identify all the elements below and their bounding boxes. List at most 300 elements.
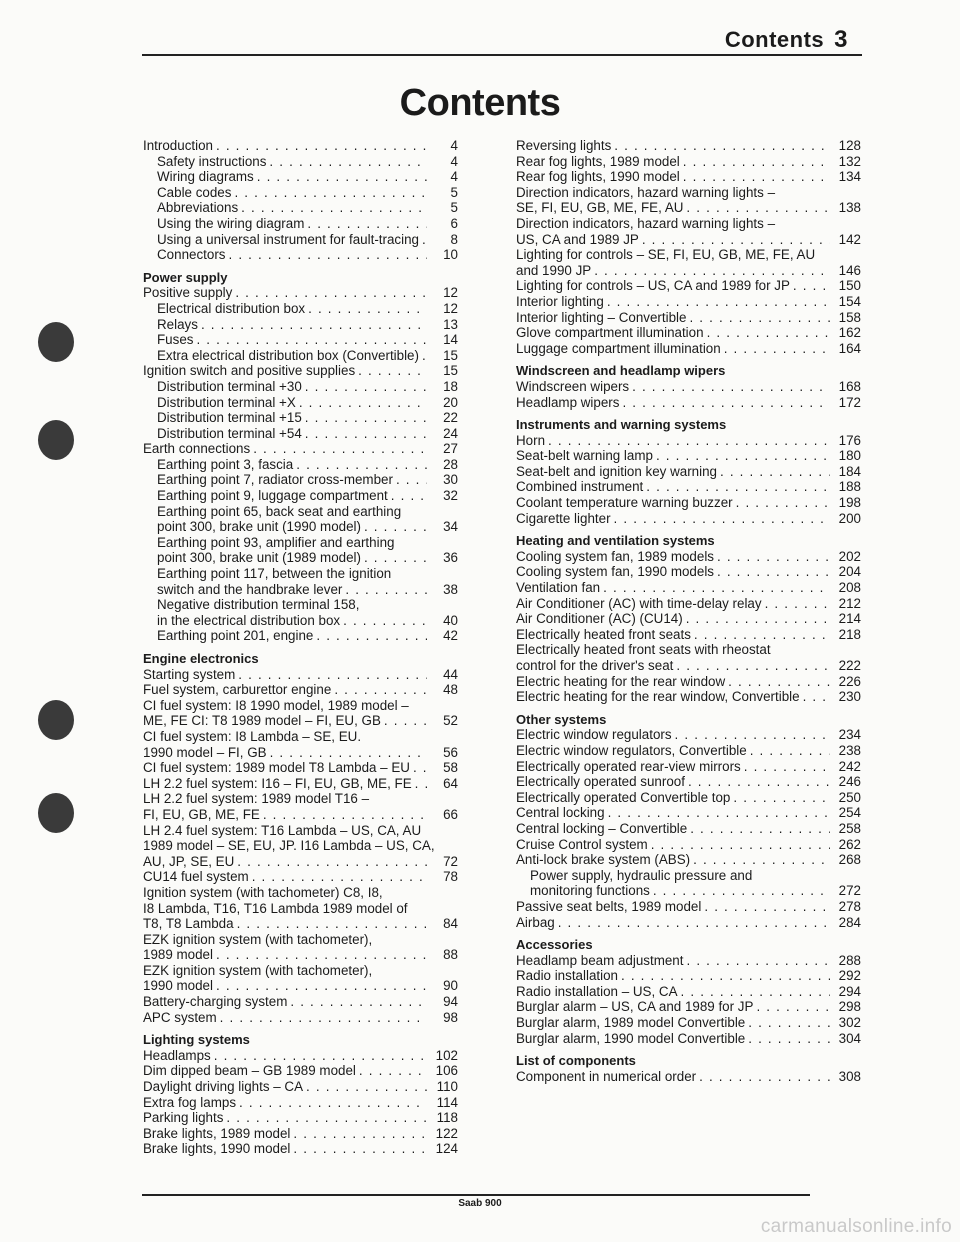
- toc-entry-line: Earthing point 65, back seat and earthing: [157, 503, 402, 519]
- toc-entry: [516, 774, 861, 790]
- toc-entry-title: Extra fog lamps: [143, 1094, 237, 1110]
- toc-entry-title: Electrical distribution box: [157, 300, 306, 316]
- toc-entry-title: Central locking: [516, 805, 605, 821]
- dot-leader: [306, 1079, 427, 1095]
- dot-leader: [694, 627, 830, 643]
- toc-page-number: 258: [838, 820, 861, 836]
- dot-leader: [299, 395, 427, 411]
- toc-entry-title: ME, FE CI: T8 1989 model – FI, EU, GB: [143, 713, 381, 729]
- toc-entry-title: point 300, brake unit (1989 model): [157, 550, 361, 566]
- footer-rule: [142, 1194, 810, 1196]
- toc-entry: [143, 472, 458, 488]
- running-header: [725, 26, 848, 54]
- toc-page-number: 184: [838, 463, 861, 479]
- toc-entry-title: Burglar alarm – US, CA and 1989 for JP: [516, 999, 754, 1015]
- toc-entry-title: Using a universal instrument for fault-tracing: [157, 231, 419, 247]
- toc-page-number: 234: [838, 727, 861, 743]
- toc-entry: [516, 790, 861, 806]
- toc-entry: [516, 984, 861, 1000]
- toc-entry-line: EZK ignition system (with tachometer),: [143, 931, 373, 947]
- dot-leader: [686, 953, 830, 969]
- toc-entry: [143, 776, 458, 792]
- toc-entry: [516, 821, 861, 837]
- dot-leader: [717, 549, 830, 565]
- toc-entry: [516, 395, 861, 411]
- toc-entry-title: Distribution terminal +54: [157, 425, 302, 441]
- toc-entry: [516, 999, 861, 1015]
- toc-entry: [143, 916, 458, 932]
- toc-entry: [143, 1079, 458, 1095]
- toc-entry-title: Anti-lock brake system (ABS): [516, 852, 691, 868]
- footer-text: Saab 900: [458, 1198, 502, 1209]
- dot-leader: [603, 580, 830, 596]
- dot-leader: [793, 278, 830, 294]
- toc-page-number: 56: [443, 744, 458, 760]
- dot-leader: [607, 294, 830, 310]
- toc-entry-title: Windscreen wipers: [516, 378, 630, 394]
- toc-entry-title: Air Conditioner (AC) (CU14): [516, 611, 683, 627]
- toc-entry-line: Earthing point 117, between the ignition: [157, 566, 392, 582]
- section-heading: Instruments and warning systems: [516, 417, 727, 433]
- dot-leader: [614, 511, 830, 527]
- dot-leader: [750, 743, 830, 759]
- toc-entry: [143, 1126, 458, 1142]
- toc-page-number: 12: [443, 285, 458, 301]
- toc-entry-title: Electric window regulators, Convertible: [516, 742, 747, 758]
- toc-entry-title: Rear fog lights, 1990 model: [516, 169, 680, 185]
- toc-page-number: 42: [443, 628, 458, 644]
- toc-entry: [143, 745, 458, 761]
- toc-entry-title: Positive supply: [143, 285, 233, 301]
- toc-entry: [516, 1015, 861, 1031]
- toc-page-number: 250: [838, 789, 861, 805]
- toc-page-number: 212: [838, 595, 861, 611]
- toc-entry: [516, 154, 861, 170]
- dot-leader: [305, 426, 427, 442]
- toc-page-number: 40: [443, 612, 458, 628]
- toc-entry-title: Luggage compartment illumination: [516, 340, 721, 356]
- toc-page-number: 302: [838, 1015, 861, 1031]
- binder-hole: [38, 793, 74, 833]
- toc-page-number: 6: [450, 215, 458, 231]
- dot-leader: [201, 317, 427, 333]
- toc-page-number: 84: [443, 916, 458, 932]
- toc-entry-line: Lighting for controls – SE, FI, EU, GB, ME, FE, AU: [516, 247, 816, 263]
- dot-leader: [290, 994, 427, 1010]
- section-heading: Heating and ventilation systems: [516, 533, 715, 549]
- dot-leader: [704, 899, 830, 915]
- dot-leader: [237, 854, 427, 870]
- dot-leader: [733, 790, 830, 806]
- toc-entry: [143, 185, 458, 201]
- toc-entry-title: Starting system: [143, 666, 236, 682]
- toc-entry-line: Earthing point 93, amplifier and earthing: [157, 534, 395, 550]
- dot-leader: [358, 363, 427, 379]
- toc-entry: [516, 325, 861, 341]
- toc-entry-title: Cigarette lighter: [516, 510, 611, 526]
- toc-page-number: 44: [443, 666, 458, 682]
- toc-page-number: 18: [443, 378, 458, 394]
- toc-page-number: 14: [443, 332, 458, 348]
- toc-page-number: 158: [838, 309, 861, 325]
- dot-leader: [548, 433, 830, 449]
- dot-leader: [253, 441, 427, 457]
- dot-leader: [690, 821, 830, 837]
- dot-leader: [364, 519, 427, 535]
- toc-page-number: 98: [443, 1009, 458, 1025]
- toc-entry-title: Headlamp beam adjustment: [516, 952, 684, 968]
- toc-page-number: 13: [443, 316, 458, 332]
- toc-entry-title: Radio installation – US, CA: [516, 983, 678, 999]
- dot-leader: [296, 457, 427, 473]
- toc-entry: [143, 138, 458, 154]
- toc-entry-title: Electrically heated front seats: [516, 626, 691, 642]
- toc-page-number: 114: [436, 1094, 458, 1110]
- toc-entry-title: Burglar alarm, 1989 model Convertible: [516, 1015, 746, 1031]
- toc-page-number: 226: [838, 673, 861, 689]
- toc-entry-title: AU, JP, SE, EU: [143, 853, 235, 869]
- dot-leader: [239, 1095, 427, 1111]
- page-number: 3: [834, 26, 848, 53]
- toc-entry: [516, 169, 861, 185]
- toc-entry: [516, 915, 861, 931]
- toc-entry-line: CI fuel system: I8 1990 model, 1989 model –: [143, 697, 409, 713]
- toc-entry: [516, 743, 861, 759]
- toc-entry-title: Radio installation: [516, 968, 618, 984]
- toc-entry-title: Wiring diagrams: [157, 169, 254, 185]
- dot-leader: [343, 613, 427, 629]
- dot-leader: [316, 628, 427, 644]
- toc-page-number: 128: [838, 138, 861, 153]
- toc-entry-title: Earth connections: [143, 441, 251, 457]
- section-heading: List of components: [516, 1053, 636, 1069]
- toc-page-number: 308: [838, 1068, 861, 1084]
- toc-page-number: 122: [435, 1125, 458, 1141]
- toc-page-number: 94: [443, 994, 458, 1010]
- toc-entry-title: Connectors: [157, 247, 226, 263]
- section-heading: Power supply: [143, 269, 228, 285]
- dot-leader: [594, 263, 830, 279]
- toc-entry: [516, 200, 861, 216]
- toc-page-number: 28: [443, 456, 458, 472]
- toc-page-number: 15: [443, 347, 458, 363]
- toc-page-number: 4: [450, 169, 458, 185]
- toc-entry-title: Dim dipped beam – GB 1989 model: [143, 1063, 356, 1079]
- dot-leader: [293, 1141, 427, 1157]
- toc-entry: [516, 433, 861, 449]
- toc-entry-title: Interior lighting – Convertible: [516, 309, 687, 325]
- dot-leader: [391, 488, 427, 504]
- toc-page-number: 58: [443, 760, 458, 776]
- dot-leader: [415, 776, 427, 792]
- dot-leader: [252, 869, 427, 885]
- toc-entry-title: Abbreviations: [157, 200, 239, 216]
- toc-entry-title: Electric heating for the rear window: [516, 673, 726, 689]
- toc-entry-title: Earthing point 9, luggage compartment: [157, 488, 388, 504]
- toc-entry-title: Combined instrument: [516, 479, 644, 495]
- toc-entry: [143, 200, 458, 216]
- toc-entry: [143, 628, 458, 644]
- toc-page-number: 262: [838, 836, 861, 852]
- dot-leader: [384, 713, 427, 729]
- dot-leader: [699, 1069, 830, 1085]
- toc-entry: [516, 379, 861, 395]
- toc-page-number: 5: [450, 184, 458, 200]
- toc-entry: [516, 341, 861, 357]
- toc-entry-title: LH 2.2 fuel system: I16 – FI, EU, GB, ME, FE: [143, 775, 412, 791]
- toc-page-number: 278: [838, 898, 861, 914]
- toc-entry: [143, 1010, 458, 1026]
- toc-entry-title: Component in numerical order: [516, 1068, 697, 1084]
- toc-page-number: 188: [838, 479, 861, 495]
- dot-leader: [683, 154, 830, 170]
- toc-entry: [516, 495, 861, 511]
- dot-leader: [422, 232, 427, 248]
- dot-leader: [707, 325, 830, 341]
- toc-entry-title: Seat-belt and ignition key warning: [516, 463, 717, 479]
- toc-page-number: 78: [443, 869, 458, 885]
- toc-entry-title: Airbag: [516, 914, 555, 930]
- dot-leader: [237, 916, 427, 932]
- toc-page-number: 22: [443, 410, 458, 426]
- toc-entry-line: LH 2.4 fuel system: T16 Lambda – US, CA, AU: [143, 822, 422, 838]
- dot-leader: [241, 200, 427, 216]
- toc-page-number: 208: [838, 580, 861, 596]
- toc-entry: [143, 332, 458, 348]
- toc-entry: [516, 1031, 861, 1047]
- toc-entry-title: Horn: [516, 432, 546, 448]
- toc-entry-title: Coolant temperature warning buzzer: [516, 495, 733, 511]
- toc-entry: [516, 658, 861, 674]
- dot-leader: [686, 611, 830, 627]
- dot-leader: [689, 310, 830, 326]
- toc-page-number: 20: [443, 394, 458, 410]
- toc-entry-title: Electric heating for the rear window, Convertible: [516, 689, 800, 705]
- toc-entry: [516, 968, 861, 984]
- dot-leader: [653, 883, 830, 899]
- toc-page-number: 172: [838, 394, 861, 410]
- toc-entry-line: CI fuel system: I8 Lambda – SE, EU.: [143, 728, 362, 744]
- toc-entry: [143, 869, 458, 885]
- toc-entry-title: switch and the handbrake lever: [157, 581, 343, 597]
- toc-entry-title: Earthing point 7, radiator cross-member: [157, 472, 393, 488]
- toc-page-number: 12: [443, 300, 458, 316]
- toc-entry: [516, 611, 861, 627]
- toc-entry-title: control for the driver's seat: [516, 658, 674, 673]
- toc-entry: [516, 232, 861, 248]
- dot-leader: [765, 596, 830, 612]
- dot-leader: [226, 1110, 427, 1126]
- toc-entry-line: I8 Lambda, T16, T16 Lambda 1989 model of: [143, 900, 408, 916]
- toc-entry-title: Earthing point 201, engine: [157, 628, 314, 644]
- toc-entry: [516, 899, 861, 915]
- toc-entry-title: Relays: [157, 316, 198, 332]
- toc-entry-title: Cable codes: [157, 184, 232, 200]
- dot-leader: [756, 999, 830, 1015]
- toc-entry: [516, 479, 861, 495]
- toc-entry-title: point 300, brake unit (1990 model): [157, 519, 361, 535]
- dot-leader: [396, 472, 427, 488]
- dot-leader: [334, 682, 427, 698]
- toc-page-number: 132: [838, 153, 861, 169]
- toc-page-number: 106: [435, 1063, 458, 1079]
- toc-page-number: 222: [838, 658, 861, 673]
- dot-leader: [632, 379, 830, 395]
- toc-entry: [143, 441, 458, 457]
- toc-entry-title: SE, FI, EU, GB, ME, FE, AU: [516, 200, 684, 216]
- toc-entry: [143, 301, 458, 317]
- dot-leader: [293, 1126, 427, 1142]
- toc-entry-line: Electrically heated front seats with rheostat: [516, 642, 771, 658]
- toc-page-number: 180: [838, 448, 861, 464]
- toc-entry-line: Ignition system (with tachometer) C8, I8,: [143, 884, 383, 900]
- toc-entry-title: Fuel system, carburettor engine: [143, 682, 332, 698]
- dot-leader: [642, 232, 830, 248]
- toc-page-number: 272: [838, 883, 861, 899]
- toc-entry: [516, 549, 861, 565]
- toc-page-number: 176: [838, 432, 861, 448]
- toc-entry: [143, 760, 458, 776]
- toc-entry-title: Cooling system fan, 1990 models: [516, 564, 714, 580]
- toc-entry-title: 1990 model: [143, 978, 213, 994]
- page-title: Contents: [399, 82, 561, 124]
- toc-entry: [143, 994, 458, 1010]
- toc-page-number: 36: [443, 550, 458, 566]
- toc-entry-title: Rear fog lights, 1989 model: [516, 153, 680, 169]
- binder-hole: [38, 700, 74, 740]
- toc-entry: [143, 285, 458, 301]
- dot-leader: [263, 807, 427, 823]
- toc-page-number: 124: [435, 1141, 458, 1157]
- toc-page-number: 218: [838, 626, 861, 642]
- toc-entry: [143, 379, 458, 395]
- dot-leader: [651, 837, 830, 853]
- toc-page-number: 146: [838, 262, 861, 278]
- toc-entry-title: Lighting for controls – US, CA and 1989 for JP: [516, 278, 790, 294]
- toc-page-number: 34: [443, 519, 458, 535]
- toc-entry-title: Glove compartment illumination: [516, 325, 704, 341]
- section-heading: Engine electronics: [143, 651, 259, 666]
- toc-page-number: 72: [443, 853, 458, 869]
- toc-page-number: 204: [838, 564, 861, 580]
- dot-leader: [724, 341, 830, 357]
- toc-entry-title: and 1990 JP: [516, 262, 592, 278]
- toc-page-number: 10: [443, 247, 458, 263]
- section-heading: Accessories: [516, 937, 593, 953]
- toc-entry: [516, 564, 861, 580]
- dot-leader: [216, 947, 427, 963]
- toc-page-number: 48: [443, 682, 458, 698]
- toc-entry-title: Passive seat belts, 1989 model: [516, 898, 702, 914]
- toc-entry-title: Distribution terminal +X: [157, 394, 296, 410]
- dot-leader: [307, 216, 427, 232]
- toc-entry: [143, 348, 458, 364]
- dot-leader: [744, 759, 830, 775]
- toc-entry: [516, 580, 861, 596]
- toc-entry-title: Using the wiring diagram: [157, 215, 305, 231]
- toc-entry: [516, 448, 861, 464]
- toc-page-number: 64: [443, 775, 458, 791]
- toc-entry-title: Fuses: [157, 332, 194, 348]
- toc-page-number: 88: [443, 947, 458, 963]
- toc-entry-title: Electric window regulators: [516, 727, 672, 743]
- toc-entry: [143, 550, 458, 566]
- toc-entry-title: CI fuel system: 1989 model T8 Lambda – EU: [143, 760, 410, 776]
- toc-entry-title: FI, EU, GB, ME, FE: [143, 806, 260, 822]
- toc-entry-title: Ventilation fan: [516, 580, 601, 596]
- dot-leader: [717, 564, 830, 580]
- toc-page-number: 254: [838, 805, 861, 821]
- toc-page-number: 30: [443, 472, 458, 488]
- dot-leader: [238, 667, 427, 683]
- toc-entry: [143, 410, 458, 426]
- toc-page-number: 4: [450, 138, 458, 153]
- dot-leader: [220, 1010, 427, 1026]
- toc-page-number: 298: [838, 999, 861, 1015]
- dot-leader: [656, 448, 830, 464]
- dot-leader: [359, 1063, 427, 1079]
- toc-right-column: [516, 138, 861, 1084]
- toc-entry: [143, 247, 458, 263]
- dot-leader: [614, 138, 830, 154]
- toc-entry-title: 1990 model – FI, GB: [143, 744, 267, 760]
- dot-leader: [269, 154, 427, 170]
- toc-page-number: 118: [436, 1110, 458, 1126]
- toc-entry: [516, 953, 861, 969]
- dot-leader: [676, 658, 830, 674]
- dot-leader: [270, 745, 427, 761]
- dot-leader: [681, 984, 830, 1000]
- toc-page-number: 268: [838, 852, 861, 868]
- toc-entry: [143, 667, 458, 683]
- toc-page-number: 242: [838, 758, 861, 774]
- toc-entry-title: Brake lights, 1989 model: [143, 1125, 291, 1141]
- toc-page-number: 154: [838, 293, 861, 309]
- toc-entry: [516, 310, 861, 326]
- toc-entry: [143, 947, 458, 963]
- section-heading: Lighting systems: [143, 1032, 250, 1048]
- toc-entry: [143, 1141, 458, 1157]
- dot-leader: [345, 582, 427, 598]
- toc-entry: [516, 464, 861, 480]
- toc-page-number: 24: [443, 425, 458, 441]
- toc-entry: [143, 317, 458, 333]
- toc-entry-line: LH 2.2 fuel system: 1989 model T16 –: [143, 791, 370, 807]
- toc-entry-title: Ignition switch and positive supplies: [143, 363, 356, 379]
- toc-entry-line: Power supply, hydraulic pressure and: [530, 867, 753, 883]
- toc-entry: [516, 689, 861, 705]
- toc-entry: [516, 805, 861, 821]
- toc-page-number: 246: [838, 774, 861, 790]
- toc-page-number: 294: [838, 983, 861, 999]
- toc-entry-title: Cruise Control system: [516, 836, 648, 852]
- dot-leader: [228, 247, 427, 263]
- toc-entry: [143, 854, 458, 870]
- dot-leader: [214, 1048, 427, 1064]
- dot-leader: [748, 1015, 830, 1031]
- binder-hole: [38, 420, 74, 460]
- toc-entry: [516, 627, 861, 643]
- toc-entry-title: Earthing point 3, fascia: [157, 456, 294, 472]
- toc-entry-title: Extra electrical distribution box (Convertible): [157, 347, 419, 363]
- dot-leader: [720, 464, 830, 480]
- dot-leader: [196, 332, 427, 348]
- toc-page-number: 198: [838, 495, 861, 511]
- toc-entry: [143, 1063, 458, 1079]
- toc-entry: [516, 278, 861, 294]
- toc-page-number: 214: [838, 611, 861, 627]
- toc-entry: [516, 138, 861, 154]
